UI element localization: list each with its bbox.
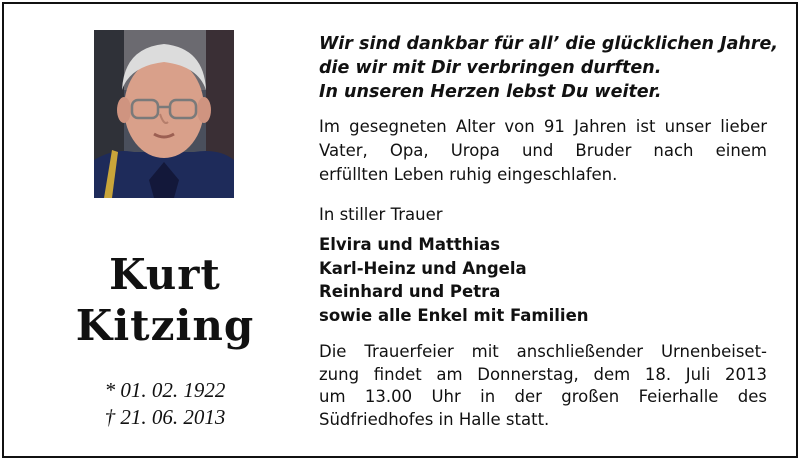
- mourner-entry: sowie alle Enkel mit Familien: [319, 305, 589, 325]
- service-line: um 13.00 Uhr in der großen Feierhalle des: [319, 387, 767, 406]
- service-line: Südfriedhofes in Halle statt.: [319, 409, 550, 429]
- birth-date: * 01. 02. 1922: [104, 378, 226, 402]
- mourner-entry: Elvira und Matthias: [319, 235, 501, 254]
- portrait-photo: [94, 30, 234, 198]
- memorial-quote: [319, 32, 779, 104]
- service-line: zung findet am Donnerstag, dem 18. Juli 2013: [319, 364, 767, 384]
- announcement-text: [319, 115, 767, 187]
- announcement-line: erfüllten Leben ruhig eingeschlafen.: [319, 165, 618, 184]
- mourners-list: [319, 233, 767, 327]
- death-date: † 21. 06. 2013: [104, 405, 226, 429]
- mourner-entry: Karl-Heinz und Angela: [319, 258, 527, 278]
- mourner-entry: Reinhard und Petra: [319, 282, 501, 301]
- mourning-intro: In stiller Trauer: [319, 205, 443, 224]
- announcement-line: Im gesegneten Alter von 91 Jahren ist unser lieber: [319, 117, 767, 136]
- deceased-first-name: Kurt: [109, 250, 221, 299]
- service-line: Die Trauerfeier mit anschließender Urnenbeiset-: [319, 342, 767, 361]
- quote-line: In unseren Herzen lebst Du weiter.: [319, 82, 662, 102]
- announcement-line: Vater, Opa, Uropa und Bruder nach einem: [319, 141, 767, 160]
- quote-line: die wir mit Dir verbringen durften.: [319, 58, 662, 78]
- deceased-last-name: Kitzing: [75, 301, 255, 350]
- funeral-service-text: [319, 341, 767, 431]
- quote-line: Wir sind dankbar für all’ die glücklichen Jahre,: [319, 34, 779, 54]
